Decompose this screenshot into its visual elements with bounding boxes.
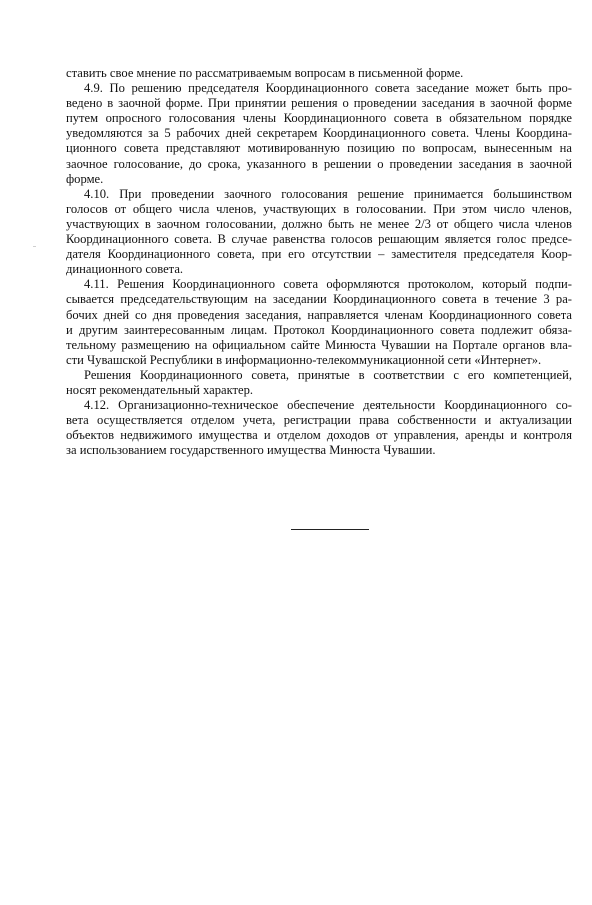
- text-line: сывается председательствующим на заседании Координационного совета в течение 3 ра-: [66, 292, 572, 307]
- text-line: ционного совета представляют мотивированную позицию по вопросам, вынесенным на: [66, 141, 572, 156]
- text-line: динационного совета.: [66, 262, 184, 277]
- text-line: и другим заинтересованным лицам. Протокол Координационного совета подлежит обяза-: [66, 322, 572, 337]
- text-line: участвующих в заочном голосовании, должно быть не менее 2/3 от общего числа членов: [66, 216, 572, 231]
- document-body: [66, 66, 572, 458]
- text-line: объектов недвижимого имущества и отделом доходов от управления, аренды и контроля: [66, 428, 572, 443]
- text-line: ставить свое мнение по рассматриваемым вопросам в письменной форме.: [66, 66, 464, 80]
- text-line: 4.10. При проведении заочного голосования решение принимается большинством: [84, 186, 572, 201]
- text-line: Решения Координационного совета, принятые в соответствии с его компетенцией,: [84, 367, 572, 382]
- text-line: заочное голосование, до срока, указанного в решении о проведении заседания в заочной: [66, 156, 572, 171]
- text-line: 4.12. Организационно-техническое обеспечение деятельности Координационного со-: [84, 398, 572, 413]
- text-line: тельному размещению на официальном сайте Минюста Чувашии на Портале органов вла-: [66, 337, 572, 352]
- text-line: Координационного совета. В случае равенства голосов решающим является голос предсе-: [66, 232, 572, 247]
- text-line: путем опросного голосования члены Координационного совета в обязательном порядке: [66, 111, 572, 126]
- text-line: вета осуществляется отделом учета, регистрации права собственности и актуализации: [66, 413, 572, 428]
- text-line: 4.9. По решению председателя Координационного совета заседание может быть про-: [84, 81, 572, 96]
- text-line: форме.: [66, 171, 104, 186]
- text-line: сти Чувашской Республики в информационно-телекоммуникационной сети «Интернет».: [66, 352, 542, 367]
- text-line: за использованием государственного имущества Минюста Чувашии.: [66, 443, 436, 458]
- text-line: 4.11. Решения Координационного совета оформляются протоколом, который подпи-: [84, 277, 572, 292]
- text-line: ведено в заочной форме. При принятии решения о проведении заседания в заочной форме: [66, 96, 572, 111]
- text-line: уведомляются за 5 рабочих дней секретарем Координационного совета. Члены Координа-: [66, 126, 572, 141]
- text-line: дателя Координационного совета, при его отсутствии – заместителя председателя Коор-: [66, 247, 572, 262]
- end-separator-line: [291, 529, 369, 530]
- text-line: голосов от общего числа членов, участвующих в голосовании. При этом число членов,: [66, 201, 572, 216]
- text-line: бочих дней со дня проведения заседания, направляется членам Координационного совета: [66, 307, 572, 322]
- margin-mark: [33, 246, 36, 247]
- text-line: носят рекомендательный характер.: [66, 382, 254, 397]
